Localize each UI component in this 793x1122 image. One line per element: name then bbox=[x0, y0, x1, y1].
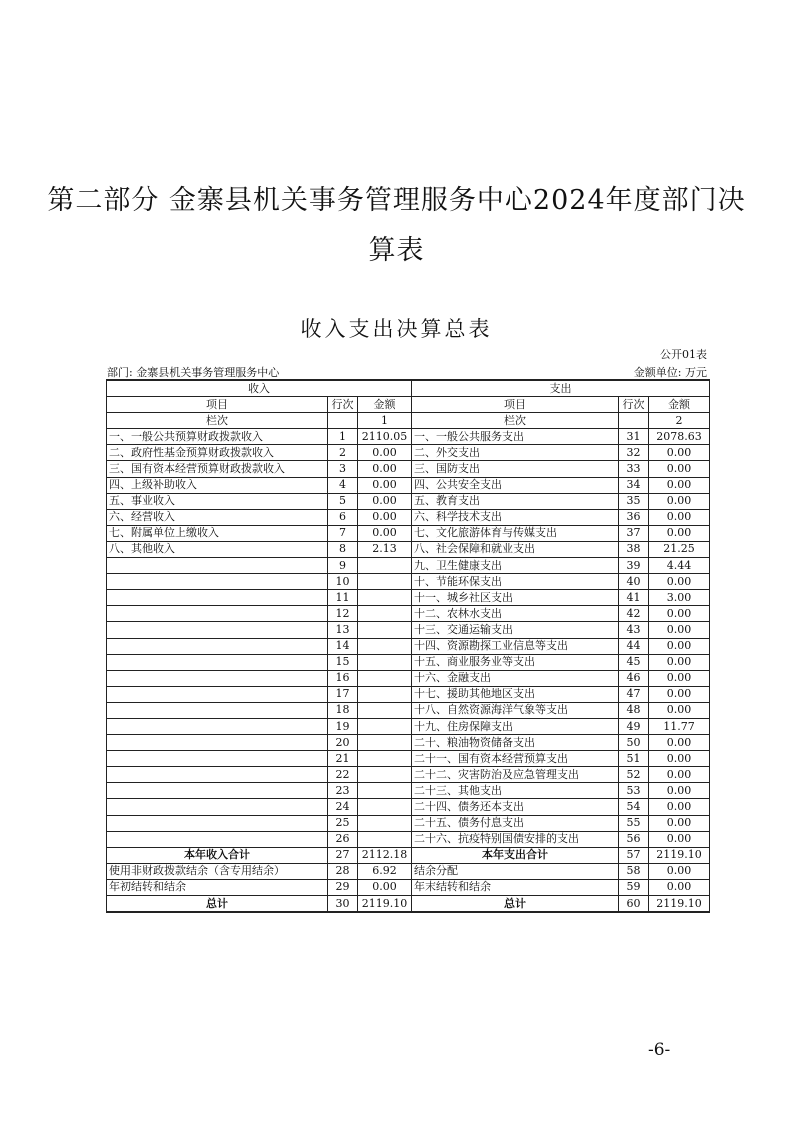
income-item-cell bbox=[107, 622, 328, 638]
table-row bbox=[107, 767, 710, 783]
column-order-row bbox=[107, 413, 710, 429]
income-section-header: 收入 bbox=[107, 380, 412, 397]
table-row bbox=[107, 525, 710, 541]
income-row-no-cell: 26 bbox=[328, 831, 358, 847]
income-amount-cell: 0.00 bbox=[358, 879, 412, 895]
table-row bbox=[107, 654, 710, 670]
expense-item-cell: 十三、交通运输支出 bbox=[412, 622, 619, 638]
income-amount-header: 金额 bbox=[358, 397, 412, 413]
expense-item-cell: 十一、城乡社区支出 bbox=[412, 590, 619, 606]
expense-item-cell: 十九、住房保障支出 bbox=[412, 718, 619, 734]
table-row bbox=[107, 493, 710, 509]
expense-column-number: 2 bbox=[649, 413, 710, 429]
income-column-number: 1 bbox=[358, 413, 412, 429]
table-row bbox=[107, 718, 710, 734]
income-item-cell: 六、经营收入 bbox=[107, 509, 328, 525]
income-row-no-cell: 13 bbox=[328, 622, 358, 638]
expense-row-no-cell: 50 bbox=[619, 735, 649, 751]
expense-amount-cell: 0.00 bbox=[649, 445, 710, 461]
expense-item-cell: 二十三、其他支出 bbox=[412, 783, 619, 799]
income-row-no-cell: 17 bbox=[328, 686, 358, 702]
expense-amount-cell: 0.00 bbox=[649, 863, 710, 879]
expense-item-cell: 十八、自然资源海洋气象等支出 bbox=[412, 702, 619, 718]
income-amount-cell bbox=[358, 767, 412, 783]
department-label: 部门: 金寨县机关事务管理服务中心 bbox=[107, 366, 280, 379]
table-row bbox=[107, 445, 710, 461]
expense-amount-cell: 0.00 bbox=[649, 461, 710, 477]
income-item-cell bbox=[107, 718, 328, 734]
income-item-cell bbox=[107, 574, 328, 590]
income-row-no-cell: 7 bbox=[328, 525, 358, 541]
expense-amount-header: 金额 bbox=[649, 397, 710, 413]
income-amount-cell bbox=[358, 558, 412, 574]
income-item-cell bbox=[107, 654, 328, 670]
table-row bbox=[107, 831, 710, 847]
expense-item-cell: 本年支出合计 bbox=[412, 847, 619, 863]
table-row bbox=[107, 477, 710, 493]
expense-row-no-cell: 36 bbox=[619, 509, 649, 525]
expense-row-no-cell: 37 bbox=[619, 525, 649, 541]
income-row-no-cell: 9 bbox=[328, 558, 358, 574]
income-row-no-cell: 12 bbox=[328, 606, 358, 622]
income-amount-cell bbox=[358, 783, 412, 799]
table-row bbox=[107, 686, 710, 702]
income-item-cell: 八、其他收入 bbox=[107, 541, 328, 557]
expense-amount-cell: 0.00 bbox=[649, 606, 710, 622]
income-amount-cell: 2110.05 bbox=[358, 429, 412, 445]
expense-row-no-cell: 32 bbox=[619, 445, 649, 461]
table-row bbox=[107, 783, 710, 799]
income-item-cell: 本年收入合计 bbox=[107, 847, 328, 863]
expense-amount-cell: 2119.10 bbox=[649, 896, 710, 913]
section-header-row bbox=[107, 380, 710, 397]
expense-row-no-cell: 34 bbox=[619, 477, 649, 493]
income-item-cell bbox=[107, 686, 328, 702]
income-amount-cell bbox=[358, 606, 412, 622]
income-amount-cell bbox=[358, 638, 412, 654]
expense-row-no-cell: 42 bbox=[619, 606, 649, 622]
expense-row-no-header: 行次 bbox=[619, 397, 649, 413]
table-row bbox=[107, 799, 710, 815]
income-amount-cell: 2119.10 bbox=[358, 896, 412, 913]
income-item-cell bbox=[107, 670, 328, 686]
income-column-order-blank bbox=[328, 413, 358, 429]
expense-amount-cell: 0.00 bbox=[649, 831, 710, 847]
expense-amount-cell: 0.00 bbox=[649, 879, 710, 895]
expense-item-cell: 总计 bbox=[412, 896, 619, 913]
income-row-no-cell: 25 bbox=[328, 815, 358, 831]
income-amount-cell bbox=[358, 686, 412, 702]
expense-item-cell: 二十六、抗疫特别国债安排的支出 bbox=[412, 831, 619, 847]
expense-amount-cell: 0.00 bbox=[649, 751, 710, 767]
income-row-no-cell: 1 bbox=[328, 429, 358, 445]
expense-column-order-blank bbox=[619, 413, 649, 429]
income-row-no-cell: 20 bbox=[328, 735, 358, 751]
income-amount-cell: 0.00 bbox=[358, 445, 412, 461]
income-amount-cell bbox=[358, 718, 412, 734]
expense-item-cell: 二、外交支出 bbox=[412, 445, 619, 461]
expense-item-cell: 十、节能环保支出 bbox=[412, 574, 619, 590]
expense-item-cell: 结余分配 bbox=[412, 863, 619, 879]
expense-row-no-cell: 35 bbox=[619, 493, 649, 509]
income-amount-cell: 0.00 bbox=[358, 509, 412, 525]
income-amount-cell bbox=[358, 574, 412, 590]
expense-item-cell: 三、国防支出 bbox=[412, 461, 619, 477]
expense-row-no-cell: 59 bbox=[619, 879, 649, 895]
expense-amount-cell: 0.00 bbox=[649, 767, 710, 783]
income-row-no-cell: 5 bbox=[328, 493, 358, 509]
table-row bbox=[107, 863, 710, 879]
expense-amount-cell: 0.00 bbox=[649, 493, 710, 509]
expense-item-cell: 二十、粮油物资储备支出 bbox=[412, 735, 619, 751]
income-row-no-cell: 8 bbox=[328, 541, 358, 557]
expense-row-no-cell: 47 bbox=[619, 686, 649, 702]
income-row-no-cell: 4 bbox=[328, 477, 358, 493]
income-item-cell bbox=[107, 751, 328, 767]
expense-item-cell: 九、卫生健康支出 bbox=[412, 558, 619, 574]
table-row bbox=[107, 879, 710, 895]
income-amount-cell: 0.00 bbox=[358, 477, 412, 493]
expense-row-no-cell: 48 bbox=[619, 702, 649, 718]
expense-row-no-cell: 49 bbox=[619, 718, 649, 734]
income-row-no-cell: 16 bbox=[328, 670, 358, 686]
expense-amount-cell: 21.25 bbox=[649, 541, 710, 557]
expense-amount-cell: 2078.63 bbox=[649, 429, 710, 445]
income-row-no-cell: 27 bbox=[328, 847, 358, 863]
table-row bbox=[107, 847, 710, 863]
expense-item-cell: 七、文化旅游体育与传媒支出 bbox=[412, 525, 619, 541]
table-row bbox=[107, 606, 710, 622]
income-row-no-cell: 6 bbox=[328, 509, 358, 525]
table-row bbox=[107, 670, 710, 686]
table-row bbox=[107, 574, 710, 590]
expense-row-no-cell: 33 bbox=[619, 461, 649, 477]
income-amount-cell: 0.00 bbox=[358, 493, 412, 509]
expense-amount-cell: 0.00 bbox=[649, 702, 710, 718]
income-amount-cell: 0.00 bbox=[358, 461, 412, 477]
income-item-header: 项目 bbox=[107, 397, 328, 413]
expense-row-no-cell: 60 bbox=[619, 896, 649, 913]
income-item-cell: 二、政府性基金预算财政拨款收入 bbox=[107, 445, 328, 461]
expense-row-no-cell: 58 bbox=[619, 863, 649, 879]
income-amount-cell bbox=[358, 751, 412, 767]
expense-item-cell: 四、公共安全支出 bbox=[412, 477, 619, 493]
income-row-no-cell: 23 bbox=[328, 783, 358, 799]
income-amount-cell bbox=[358, 622, 412, 638]
expense-amount-cell: 0.00 bbox=[649, 735, 710, 751]
expense-item-cell: 五、教育支出 bbox=[412, 493, 619, 509]
income-row-no-cell: 14 bbox=[328, 638, 358, 654]
income-amount-cell bbox=[358, 735, 412, 751]
expense-amount-cell: 0.00 bbox=[649, 477, 710, 493]
income-row-no-cell: 30 bbox=[328, 896, 358, 913]
expense-amount-cell: 3.00 bbox=[649, 590, 710, 606]
income-row-no-cell: 3 bbox=[328, 461, 358, 477]
income-item-cell bbox=[107, 831, 328, 847]
expense-amount-cell: 11.77 bbox=[649, 718, 710, 734]
expense-row-no-cell: 40 bbox=[619, 574, 649, 590]
expense-item-cell: 二十四、债务还本支出 bbox=[412, 799, 619, 815]
expense-amount-cell: 2119.10 bbox=[649, 847, 710, 863]
table-row bbox=[107, 751, 710, 767]
table-row bbox=[107, 429, 710, 445]
income-column-order: 栏次 bbox=[107, 413, 328, 429]
income-row-no-cell: 19 bbox=[328, 718, 358, 734]
expense-row-no-cell: 43 bbox=[619, 622, 649, 638]
income-item-cell: 三、国有资本经营预算财政拨款收入 bbox=[107, 461, 328, 477]
expense-item-cell: 二十一、国有资本经营预算支出 bbox=[412, 751, 619, 767]
table-row bbox=[107, 622, 710, 638]
income-row-no-cell: 11 bbox=[328, 590, 358, 606]
expense-amount-cell: 0.00 bbox=[649, 574, 710, 590]
income-row-no-header: 行次 bbox=[328, 397, 358, 413]
expense-amount-cell: 0.00 bbox=[649, 670, 710, 686]
table-row bbox=[107, 896, 710, 913]
table-row bbox=[107, 735, 710, 751]
income-row-no-cell: 24 bbox=[328, 799, 358, 815]
expense-item-cell: 二十二、灾害防治及应急管理支出 bbox=[412, 767, 619, 783]
income-amount-cell bbox=[358, 799, 412, 815]
expense-row-no-cell: 39 bbox=[619, 558, 649, 574]
expense-amount-cell: 0.00 bbox=[649, 525, 710, 541]
expense-item-cell: 十六、金融支出 bbox=[412, 670, 619, 686]
table-row bbox=[107, 558, 710, 574]
income-amount-cell bbox=[358, 831, 412, 847]
income-row-no-cell: 29 bbox=[328, 879, 358, 895]
income-amount-cell bbox=[358, 654, 412, 670]
income-item-cell: 总计 bbox=[107, 896, 328, 913]
table-row bbox=[107, 541, 710, 557]
expense-row-no-cell: 51 bbox=[619, 751, 649, 767]
income-item-cell: 七、附属单位上缴收入 bbox=[107, 525, 328, 541]
column-header-row bbox=[107, 397, 710, 413]
income-item-cell bbox=[107, 558, 328, 574]
document-title-line1: 第二部分 金寨县机关事务管理服务中心2024年度部门决 bbox=[47, 185, 746, 216]
income-amount-cell: 0.00 bbox=[358, 525, 412, 541]
income-expense-table bbox=[106, 379, 710, 913]
income-amount-cell bbox=[358, 590, 412, 606]
expense-row-no-cell: 57 bbox=[619, 847, 649, 863]
expense-column-order: 栏次 bbox=[412, 413, 619, 429]
income-item-cell bbox=[107, 606, 328, 622]
income-item-cell bbox=[107, 638, 328, 654]
income-row-no-cell: 22 bbox=[328, 767, 358, 783]
expense-row-no-cell: 54 bbox=[619, 799, 649, 815]
table-title: 收入支出决算总表 bbox=[300, 317, 493, 341]
expense-row-no-cell: 44 bbox=[619, 638, 649, 654]
income-item-cell bbox=[107, 702, 328, 718]
table-row bbox=[107, 590, 710, 606]
expense-amount-cell: 0.00 bbox=[649, 815, 710, 831]
expense-row-no-cell: 55 bbox=[619, 815, 649, 831]
expense-amount-cell: 0.00 bbox=[649, 783, 710, 799]
expense-item-cell: 六、科学技术支出 bbox=[412, 509, 619, 525]
income-item-cell: 五、事业收入 bbox=[107, 493, 328, 509]
income-row-no-cell: 10 bbox=[328, 574, 358, 590]
expense-row-no-cell: 31 bbox=[619, 429, 649, 445]
expense-section-header: 支出 bbox=[412, 380, 710, 397]
income-amount-cell: 2.13 bbox=[358, 541, 412, 557]
form-code: 公开01表 bbox=[660, 348, 707, 361]
expense-row-no-cell: 46 bbox=[619, 670, 649, 686]
income-item-cell bbox=[107, 799, 328, 815]
income-row-no-cell: 18 bbox=[328, 702, 358, 718]
expense-row-no-cell: 53 bbox=[619, 783, 649, 799]
expense-item-header: 项目 bbox=[412, 397, 619, 413]
expense-row-no-cell: 52 bbox=[619, 767, 649, 783]
income-item-cell bbox=[107, 783, 328, 799]
expense-amount-cell: 0.00 bbox=[649, 509, 710, 525]
income-row-no-cell: 28 bbox=[328, 863, 358, 879]
expense-amount-cell: 0.00 bbox=[649, 686, 710, 702]
income-amount-cell: 2112.18 bbox=[358, 847, 412, 863]
expense-amount-cell: 0.00 bbox=[649, 654, 710, 670]
page-number: -6- bbox=[648, 1040, 671, 1060]
income-amount-cell bbox=[358, 702, 412, 718]
income-item-cell: 使用非财政拨款结余（含专用结余） bbox=[107, 863, 328, 879]
expense-item-cell: 八、社会保障和就业支出 bbox=[412, 541, 619, 557]
expense-item-cell: 一、一般公共服务支出 bbox=[412, 429, 619, 445]
table-row bbox=[107, 815, 710, 831]
document-title-line2: 算表 bbox=[368, 235, 425, 266]
expense-item-cell: 十四、资源勘探工业信息等支出 bbox=[412, 638, 619, 654]
income-amount-cell: 6.92 bbox=[358, 863, 412, 879]
income-row-no-cell: 2 bbox=[328, 445, 358, 461]
income-item-cell bbox=[107, 735, 328, 751]
expense-amount-cell: 0.00 bbox=[649, 799, 710, 815]
expense-row-no-cell: 38 bbox=[619, 541, 649, 557]
expense-item-cell: 十二、农林水支出 bbox=[412, 606, 619, 622]
table-row bbox=[107, 461, 710, 477]
expense-row-no-cell: 56 bbox=[619, 831, 649, 847]
expense-item-cell: 十七、援助其他地区支出 bbox=[412, 686, 619, 702]
income-row-no-cell: 15 bbox=[328, 654, 358, 670]
expense-item-cell: 年末结转和结余 bbox=[412, 879, 619, 895]
income-amount-cell bbox=[358, 815, 412, 831]
expense-amount-cell: 0.00 bbox=[649, 638, 710, 654]
income-item-cell: 一、一般公共预算财政拨款收入 bbox=[107, 429, 328, 445]
income-item-cell bbox=[107, 815, 328, 831]
expense-item-cell: 二十五、债务付息支出 bbox=[412, 815, 619, 831]
table-row bbox=[107, 702, 710, 718]
expense-amount-cell: 4.44 bbox=[649, 558, 710, 574]
expense-item-cell: 十五、商业服务业等支出 bbox=[412, 654, 619, 670]
amount-unit-label: 金额单位: 万元 bbox=[633, 366, 707, 379]
income-item-cell bbox=[107, 590, 328, 606]
income-item-cell: 年初结转和结余 bbox=[107, 879, 328, 895]
expense-amount-cell: 0.00 bbox=[649, 622, 710, 638]
expense-row-no-cell: 41 bbox=[619, 590, 649, 606]
table-row bbox=[107, 509, 710, 525]
expense-row-no-cell: 45 bbox=[619, 654, 649, 670]
income-item-cell: 四、上级补助收入 bbox=[107, 477, 328, 493]
table-row bbox=[107, 638, 710, 654]
income-row-no-cell: 21 bbox=[328, 751, 358, 767]
income-amount-cell bbox=[358, 670, 412, 686]
income-item-cell bbox=[107, 767, 328, 783]
